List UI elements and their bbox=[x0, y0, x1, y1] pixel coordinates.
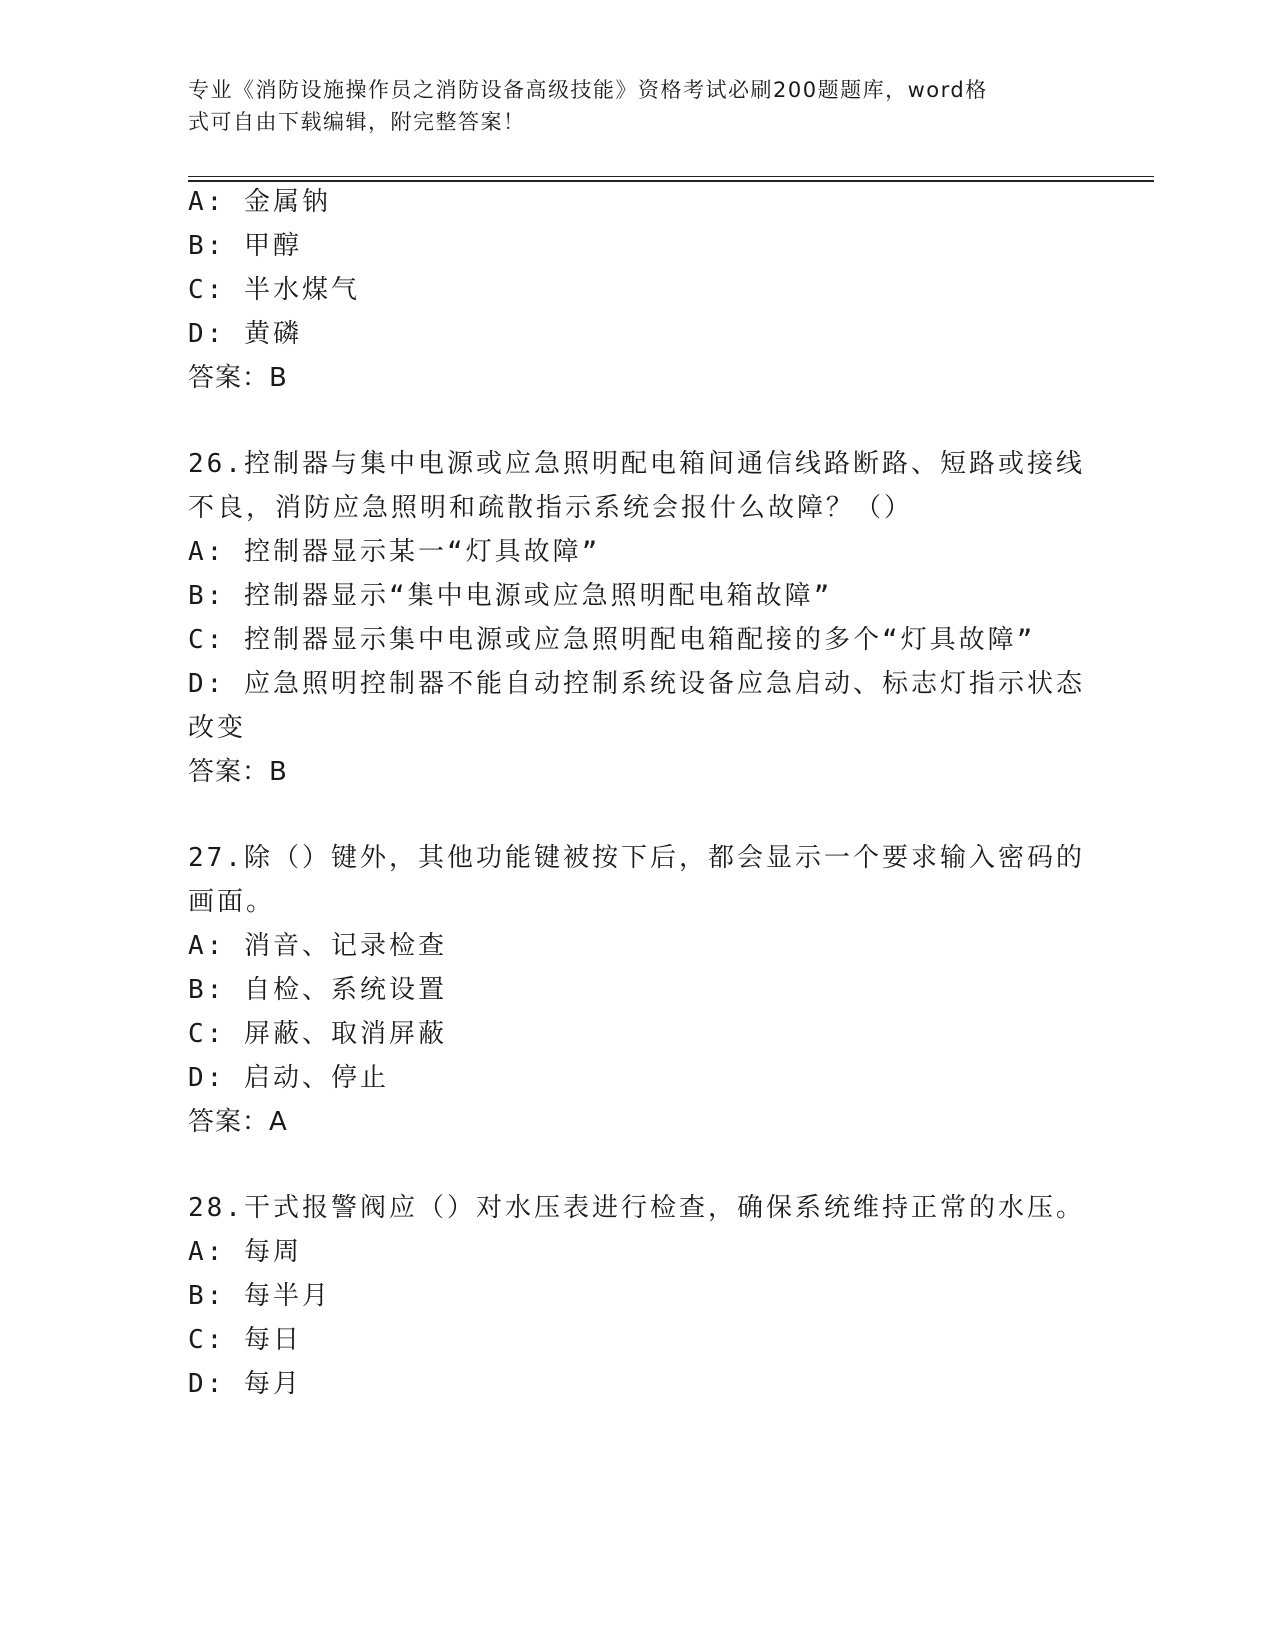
q28-option-c: C: 每日 bbox=[188, 1325, 302, 1355]
q25-option-a: A: 金属钠 bbox=[188, 187, 331, 217]
q26-stem-line-1: 26.控制器与集中电源或应急照明配电箱间通信线路断路、短路或接线 bbox=[188, 449, 1085, 479]
q28-option-d: D: 每月 bbox=[188, 1369, 302, 1399]
q27-option-a: A: 消音、记录检查 bbox=[188, 931, 447, 961]
document-header bbox=[188, 74, 1088, 138]
q27-option-d: D: 启动、停止 bbox=[188, 1063, 389, 1093]
q27-stem-line-1: 27.除（）键外，其他功能键被按下后，都会显示一个要求输入密码的 bbox=[188, 843, 1085, 873]
header-rule-thick bbox=[188, 180, 1154, 182]
header-rule-thin bbox=[188, 176, 1154, 177]
q27-stem-line-2: 画面。 bbox=[188, 887, 276, 917]
q26-option-a: A: 控制器显示某一“灯具故障” bbox=[188, 537, 601, 567]
q28-stem-line-1: 28.干式报警阀应（）对水压表进行检查，确保系统维持正常的水压。 bbox=[188, 1193, 1085, 1223]
q25-option-b: B: 甲醇 bbox=[188, 231, 302, 261]
q27-answer: 答案：A bbox=[188, 1107, 288, 1137]
q25-answer: 答案：B bbox=[188, 363, 288, 393]
q27-option-c: C: 屏蔽、取消屏蔽 bbox=[188, 1019, 447, 1049]
q26-stem-line-2: 不良，消防应急照明和疏散指示系统会报什么故障？（） bbox=[188, 493, 914, 523]
q26-option-d-line-2: 改变 bbox=[188, 713, 247, 743]
q26-answer: 答案：B bbox=[188, 757, 288, 787]
q25-option-d: D: 黄磷 bbox=[188, 319, 302, 349]
q28-option-b: B: 每半月 bbox=[188, 1281, 331, 1311]
header-line-2: 式可自由下载编辑，附完整答案！ bbox=[188, 110, 526, 134]
q26-option-c: C: 控制器显示集中电源或应急照明配电箱配接的多个“灯具故障” bbox=[188, 625, 1036, 655]
q25-option-c: C: 半水煤气 bbox=[188, 275, 360, 305]
q27-option-b: B: 自检、系统设置 bbox=[188, 975, 447, 1005]
q26-option-b: B: 控制器显示“集中电源或应急照明配电箱故障” bbox=[188, 581, 833, 611]
q28-option-a: A: 每周 bbox=[188, 1237, 302, 1267]
header-line-1: 专业《消防设施操作员之消防设备高级技能》资格考试必刷200题题库，word格 bbox=[188, 78, 988, 102]
q26-option-d-line-1: D: 应急照明控制器不能自动控制系统设备应急启动、标志灯指示状态 bbox=[188, 669, 1085, 699]
